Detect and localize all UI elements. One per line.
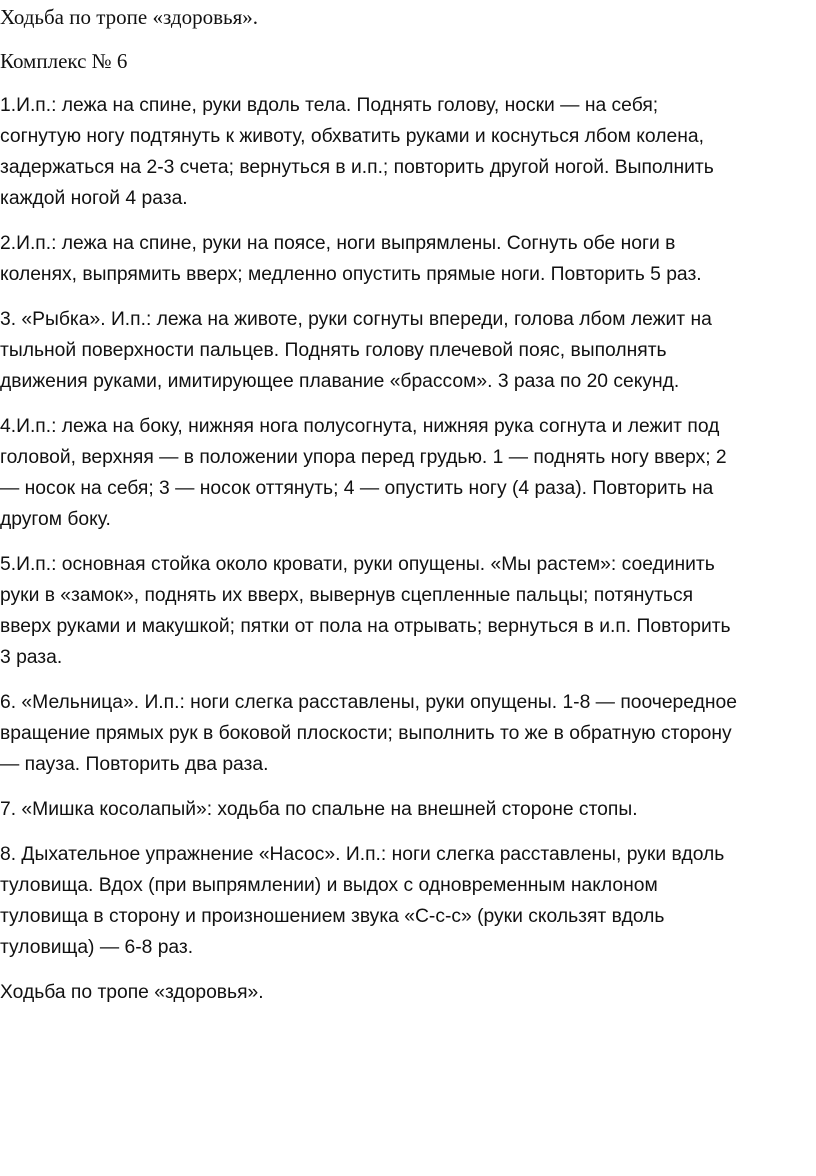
text-line: 8. Дыхательное упражнение «Насос». И.п.: ноги слегка расставлены, руки вдоль xyxy=(0,844,725,865)
text-line: руки в «замок», поднять их вверх, вывернув сцепленные пальцы; потянуться xyxy=(0,585,694,606)
text-line: согнутую ногу подтянуть к животу, обхватить руками и коснуться лбом колена, xyxy=(0,126,704,147)
text-line: 2.И.п.: лежа на спине, руки на поясе, ноги выпрямлены. Согнуть обе ноги в xyxy=(0,233,676,254)
text-line: 1.И.п.: лежа на спине, руки вдоль тела. Поднять голову, носки — на себя; xyxy=(0,95,659,116)
text-line: головой, верхняя — в положении упора перед грудью. 1 — поднять ногу вверх; 2 xyxy=(0,447,727,468)
text-line: каждой ногой 4 раза. xyxy=(0,188,188,209)
exercise-paragraph xyxy=(0,304,816,397)
text-line: туловища) — 6-8 раз. xyxy=(0,937,194,958)
exercise-paragraph xyxy=(0,228,816,290)
text-line: — носок на себя; 3 — носок оттянуть; 4 — опустить ногу (4 раза). Повторить на xyxy=(0,478,714,499)
text-line: 3 раза. xyxy=(0,647,63,668)
title: Ходьба по тропе «здоровья». xyxy=(0,5,258,29)
text-line: движения руками, имитирующее плавание «брассом». 3 раза по 20 секунд. xyxy=(0,371,680,392)
text-line: задержаться на 2-3 счета; вернуться в и.п.; повторить другой ногой. Выполнить xyxy=(0,157,714,178)
text-line: другом боку. xyxy=(0,509,111,530)
text-line: вращение прямых рук в боковой плоскости; выполнить то же в обратную сторону xyxy=(0,723,732,744)
text-line: 5.И.п.: основная стойка около кровати, руки опущены. «Мы растем»: соединить xyxy=(0,554,715,575)
exercise-paragraph xyxy=(0,794,816,825)
text-line: коленях, выпрямить вверх; медленно опустить прямые ноги. Повторить 5 раз. xyxy=(0,264,702,285)
exercise-paragraph xyxy=(0,411,816,535)
exercise-paragraph xyxy=(0,839,816,963)
text-line: 3. «Рыбка». И.п.: лежа на животе, руки согнуты впереди, голова лбом лежит на xyxy=(0,309,712,330)
document xyxy=(0,2,816,1022)
text-line: — пауза. Повторить два раза. xyxy=(0,754,269,775)
exercise-paragraph xyxy=(0,687,816,780)
subtitle: Комплекс № 6 xyxy=(0,49,128,73)
text-line: туловища в сторону и произношением звука «С-с-с» (руки скользят вдоль xyxy=(0,906,665,927)
text-line: тыльной поверхности пальцев. Поднять голову плечевой пояс, выполнять xyxy=(0,340,667,361)
exercise-paragraph xyxy=(0,549,816,673)
exercise-list xyxy=(0,90,816,963)
text-line: 7. «Мишка косолапый»: ходьба по спальне на внешней стороне стопы. xyxy=(0,799,638,820)
closing-text: Ходьба по тропе «здоровья». xyxy=(0,982,264,1003)
text-line: 6. «Мельница». И.п.: ноги слегка расставлены, руки опущены. 1-8 — поочередное xyxy=(0,692,737,713)
text-line: 4.И.п.: лежа на боку, нижняя нога полусогнута, нижняя рука согнута и лежит под xyxy=(0,416,720,437)
exercise-paragraph xyxy=(0,90,816,214)
text-line: вверх руками и макушкой; пятки от пола на отрывать; вернуться в и.п. Повторить xyxy=(0,616,731,637)
text-line: туловища. Вдох (при выпрямлении) и выдох с одновременным наклоном xyxy=(0,875,658,896)
